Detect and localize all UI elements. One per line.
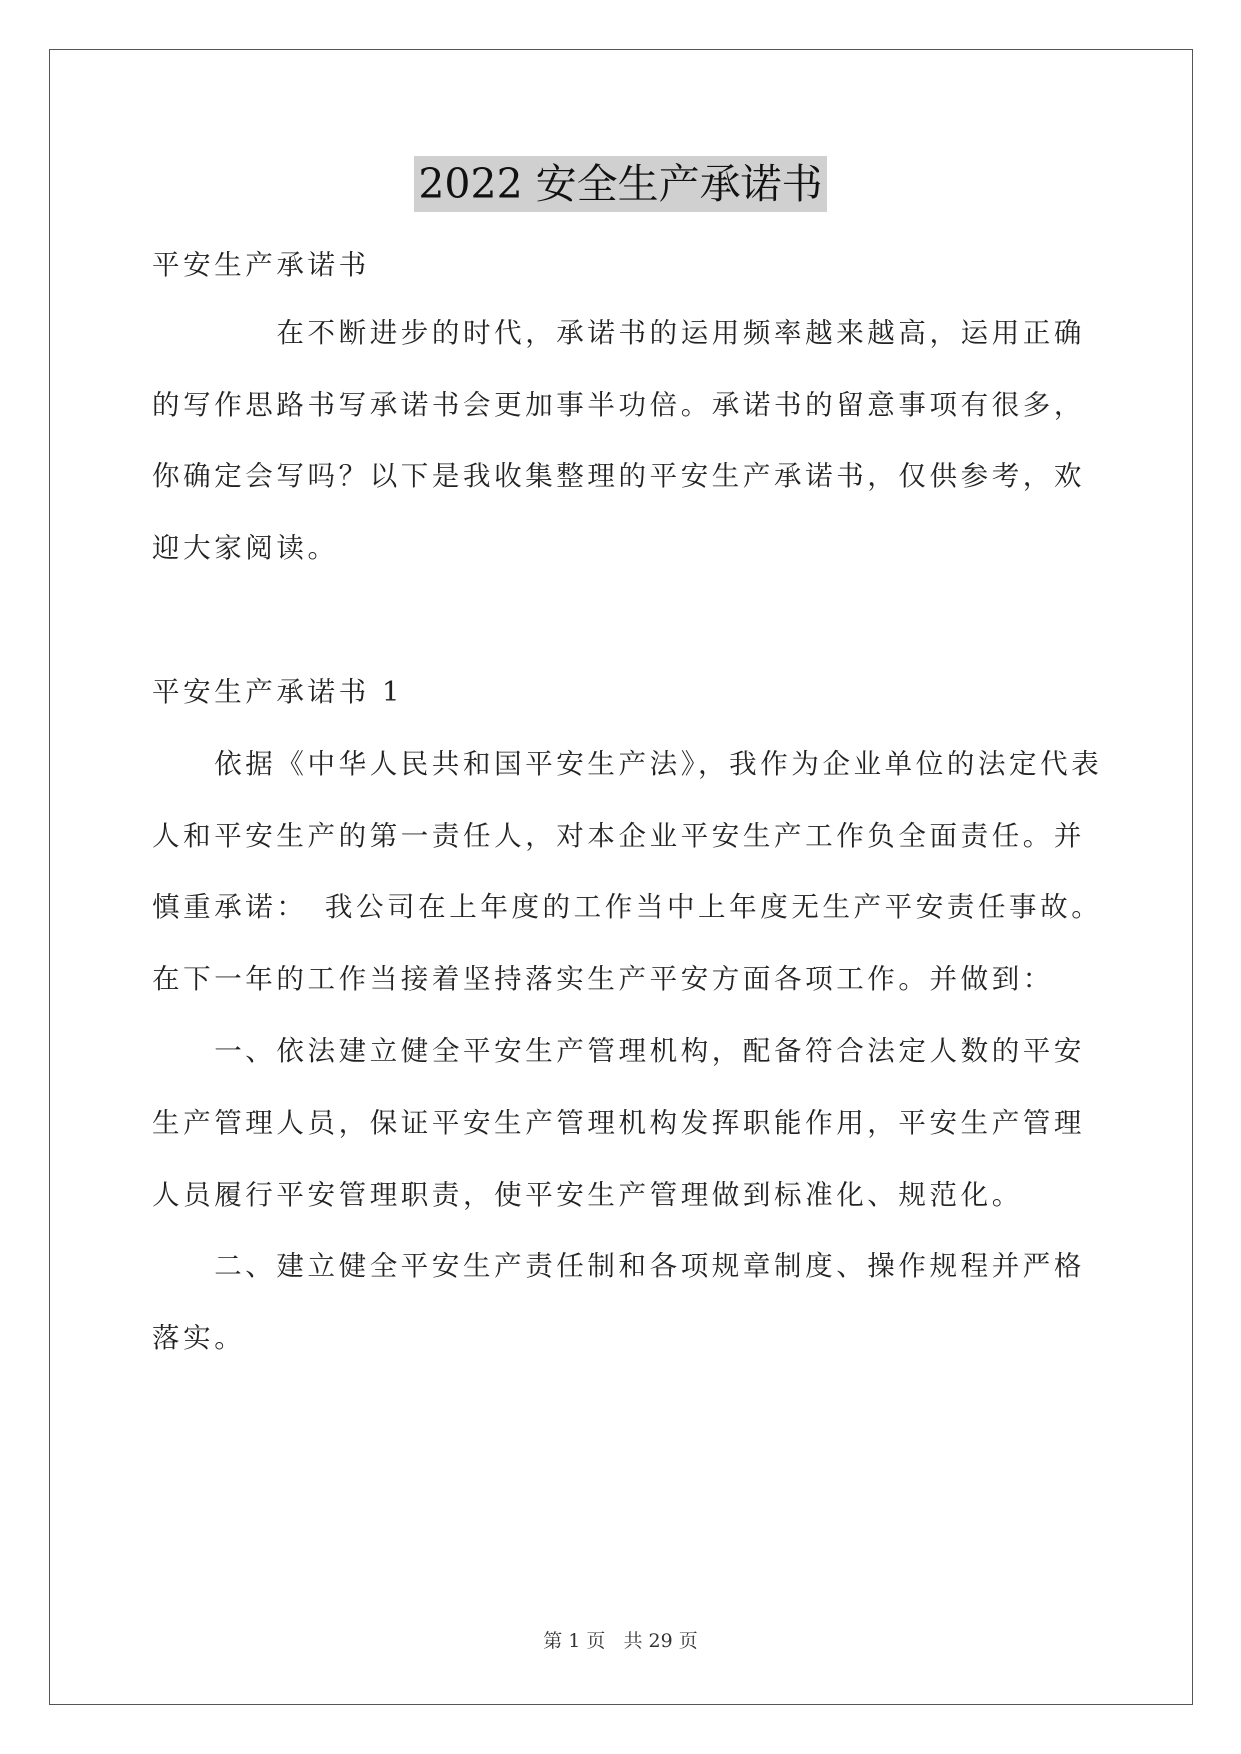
text-line: 一、依法建立健全平安生产管理机构，配备符合法定人数的平安 (152, 1035, 1085, 1067)
title-container (0, 156, 1241, 212)
page-total: 共 29 页 (623, 1630, 698, 1652)
page-footer (0, 1626, 1241, 1653)
text-line: 在下一年的工作当接着坚持落实生产平安方面各项工作。并做到： (152, 963, 1054, 995)
text-line: 人和平安生产的第一责任人，对本企业平安生产工作负全面责任。并 (152, 820, 1085, 852)
text-line: 的写作思路书写承诺书会更加事半功倍。承诺书的留意事项有很多， (152, 389, 1085, 421)
page-number: 第 1 页 (543, 1630, 606, 1652)
text-line: 平安生产承诺书 1 (152, 676, 404, 708)
text-line: 依据《中华人民共和国平安生产法》，我作为企业单位的法定代表 (152, 748, 1103, 780)
text-line: 你确定会写吗？以下是我收集整理的平安生产承诺书，仅供参考，欢 (152, 460, 1085, 492)
text-line: 人员履行平安管理职责，使平安生产管理做到标准化、规范化。 (152, 1179, 1023, 1211)
page-border (49, 49, 1193, 1705)
text-line: 迎大家阅读。 (152, 532, 339, 564)
text-line: 平安生产承诺书 (152, 249, 370, 281)
text-line: 慎重承诺： 我公司在上年度的工作当中上年度无生产平安责任事故。 (152, 891, 1103, 923)
text-line: 生产管理人员，保证平安生产管理机构发挥职能作用，平安生产管理 (152, 1107, 1085, 1139)
text-line: 二、建立健全平安生产责任制和各项规章制度、操作规程并严格 (152, 1250, 1085, 1282)
text-line: 落实。 (152, 1322, 246, 1354)
text-line: 在不断进步的时代，承诺书的运用频率越来越高，运用正确 (152, 317, 1085, 349)
document-title: 2022 安全生产承诺书 (414, 156, 826, 212)
